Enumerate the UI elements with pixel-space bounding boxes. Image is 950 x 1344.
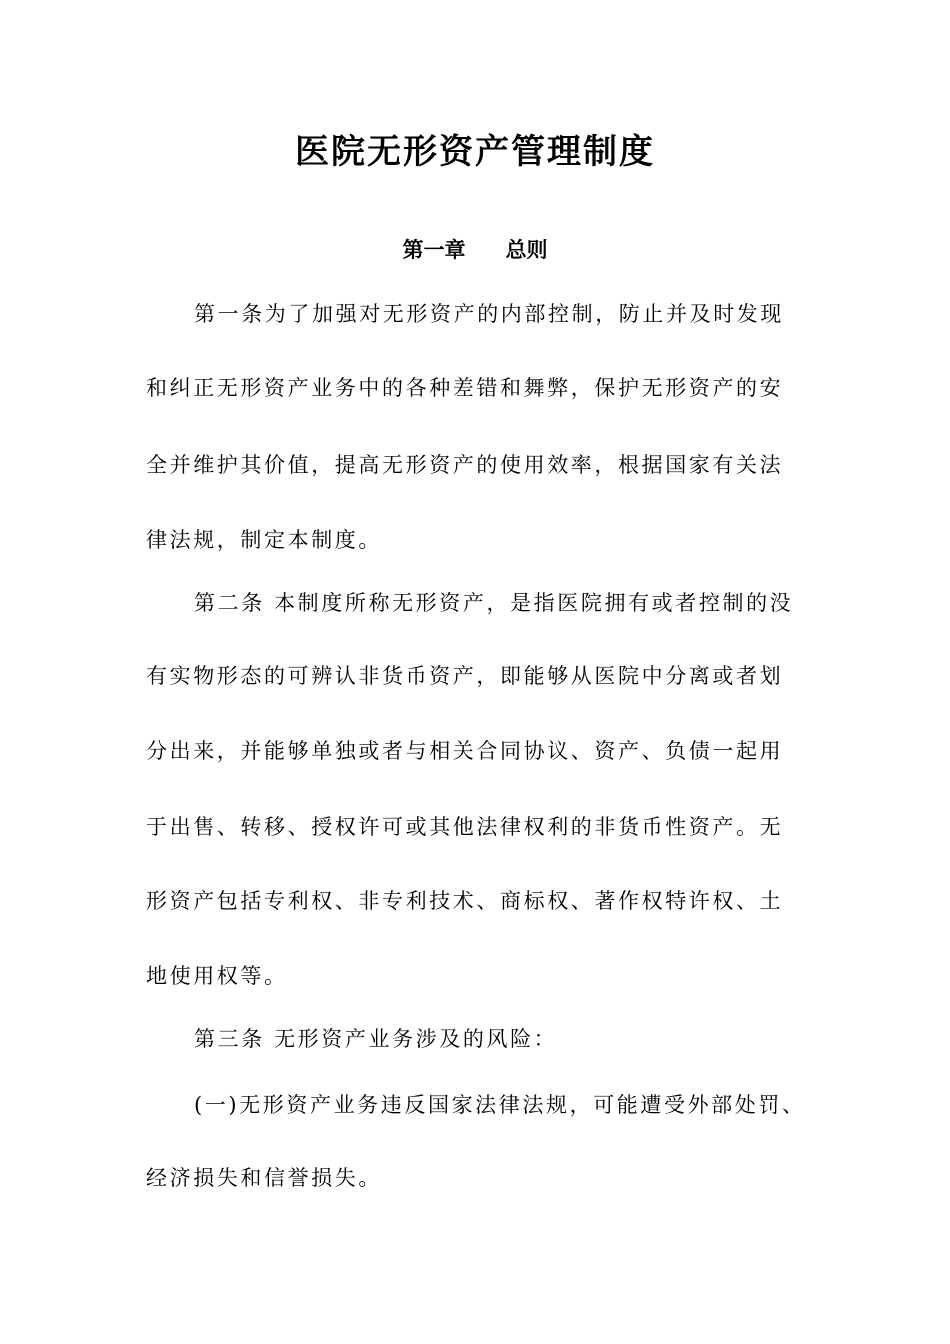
article-2-line-4: 于出售、转移、授权许可或其他法律权利的非货币性资产。无 [146,815,784,839]
article-3-item-1-line-1: (一)无形资产业务违反国家法律法规，可能遭受外部处罚、 [194,1093,806,1117]
article-2-line-1: 第二条 本制度所称无形资产，是指医院拥有或者控制的没 [194,591,794,615]
chapter-name: 总则 [505,238,548,262]
article-1-line-4: 律法规，制定本制度。 [146,528,382,552]
article-1-line-1: 第一条为了加强对无形资产的内部控制，防止并及时发现 [194,302,784,326]
document-title: 医院无形资产管理制度 [295,132,655,172]
article-3-line-1: 第三条 无形资产业务涉及的风险： [194,1027,558,1051]
article-3-item-1-line-2: 经济损失和信誉损失。 [146,1166,382,1190]
article-2-line-5: 形资产包括专利权、非专利技术、商标权、著作权特许权、土 [146,889,784,913]
article-2-line-6: 地使用权等。 [146,964,288,988]
chapter-number: 第一章 [402,238,466,262]
chapter-heading [0,234,950,266]
article-1-line-2: 和纠正无形资产业务中的各种差错和舞弊，保护无形资产的安 [146,376,784,400]
article-2-line-2: 有实物形态的可辨认非货币资产，即能够从医院中分离或者划 [146,664,784,688]
article-2-line-3: 分出来，并能够单独或者与相关合同协议、资产、负债一起用 [146,739,784,763]
article-1-line-3: 全并维护其价值，提高无形资产的使用效率，根据国家有关法 [146,453,784,477]
